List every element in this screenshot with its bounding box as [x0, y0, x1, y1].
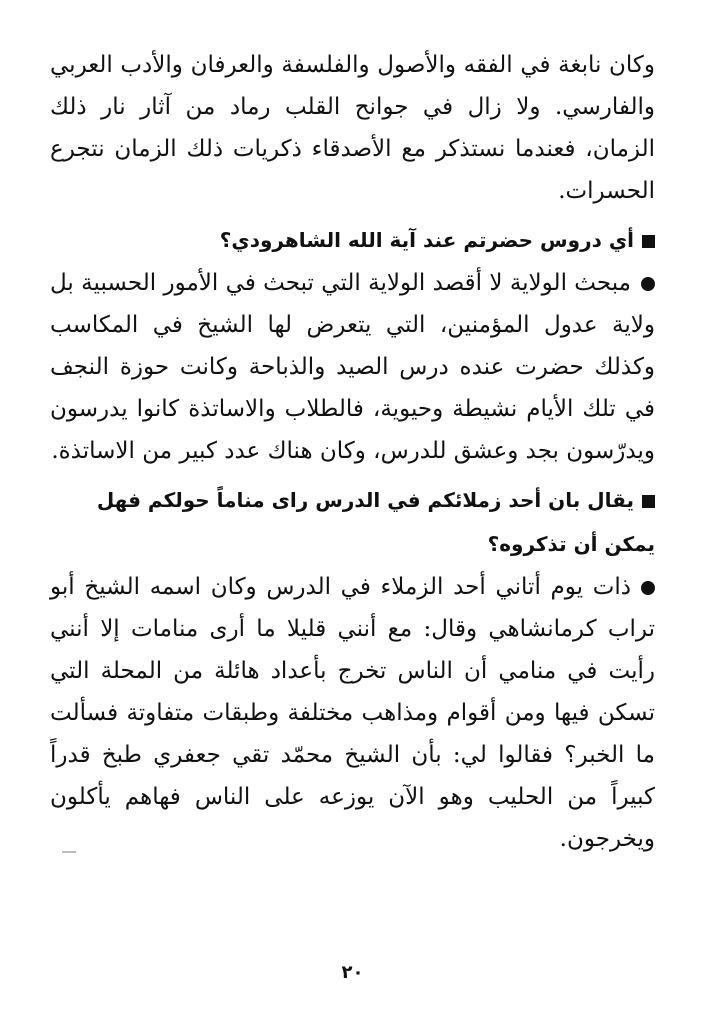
dot-bullet-icon [641, 277, 655, 291]
page-body [50, 44, 655, 860]
intro-paragraph [50, 44, 655, 212]
square-bullet-icon [642, 495, 655, 508]
square-bullet-icon [642, 235, 655, 248]
page-number: ٢٠ [341, 962, 364, 983]
question-2-text: يقال بان أحد زملائكم في الدرس راى مناماً حولكم فهل يمكن أن تذكروه؟ [96, 488, 655, 556]
answer-1-text: مبحث الولاية لا أقصد الولاية التي تبحث في الأمور الحسبية بل ولاية عدول المؤمنين، التي يتعرض لها الشيخ في المكاسب وكذلك حضرت عنده درس الصيد والذباحة وكانت حوزة النجف في تلك الأيام نشيطة وحيوية، فالطلاب والاساتذة كانوا يدرسون ويدرّسون بجد وعشق للدرس، وكان هناك عدد كبير من الاساتذة. [50, 270, 655, 464]
answer-1 [50, 262, 655, 472]
dot-bullet-icon [641, 581, 655, 595]
question-1-text: أي دروس حضرتم عند آية الله الشاهرودي؟ [219, 228, 634, 252]
answer-2-text: ذات يوم أتاني أحد الزملاء في الدرس وكان اسمه الشيخ أبو تراب كرمانشاهي وقال: مع أنني قليلا ما أرى منامات إلا أنني رأيت في منامي أن الناس تخرج بأعداد هائلة من المحلة التي تسكن فيها ومن أقوام ومذاهب مختلفة وطبقات متفاوتة فسألت ما الخبر؟ فقالوا لي: بأن الشيخ محمّد تقي جعفري طبخ قدراً كبيراً من الحليب وهو الآن يوزعه على الناس فهاهم يأكلون ويخرجون. [50, 574, 655, 852]
question-1 [50, 218, 655, 262]
scan-speck [62, 851, 76, 853]
answer-2 [50, 566, 655, 860]
question-2 [50, 478, 655, 566]
intro-text: وكان نابغة في الفقه والأصول والفلسفة والعرفان والأدب العربي والفارسي. ولا زال في جوانح القلب رماد من آثار نار ذلك الزمان، فعندما نستذكر مع الأصدقاء ذكريات ذلك الزمان نتجرع الحسرات. [50, 52, 655, 204]
